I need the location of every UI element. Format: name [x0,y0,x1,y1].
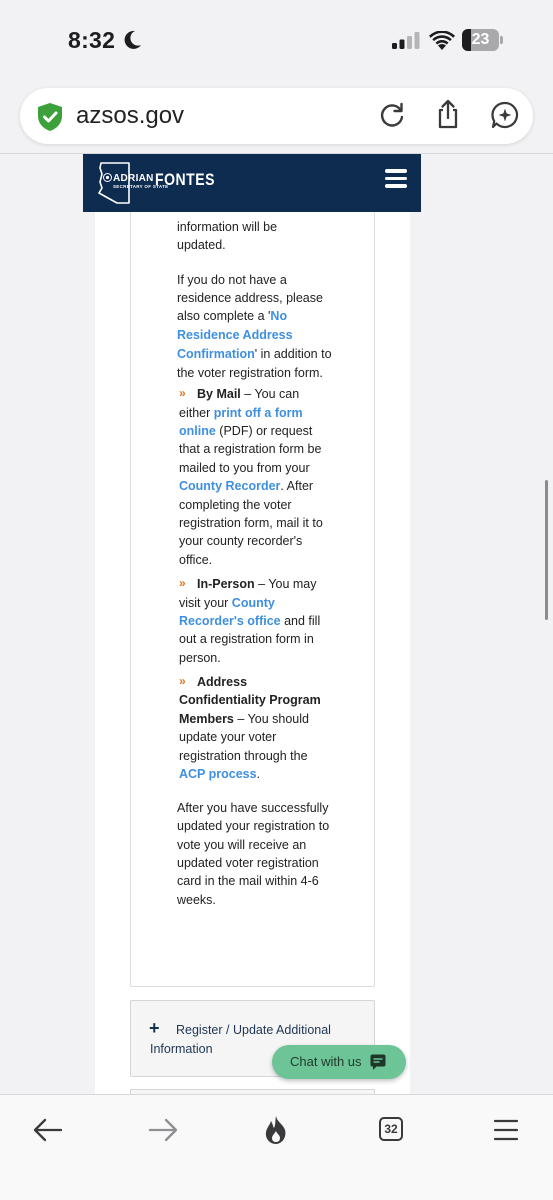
bullet-line [197,575,317,594]
acp-heading: Members [179,712,234,726]
bullet-line: registration form, mail it to [179,516,323,530]
no-residence-link[interactable]: Residence Address [177,328,293,342]
bullet-line [179,594,275,613]
bullet-line: office. [179,553,213,567]
bullet-line [197,385,299,404]
chevron-right-icon: » [179,576,186,590]
chat-with-us-button[interactable] [272,1045,406,1079]
paragraph-line: updated. [177,238,226,252]
cellular-signal-icon [392,32,420,49]
address-bar[interactable] [20,88,533,144]
shield-check-icon [36,102,64,132]
in-person-heading: In-Person [197,577,255,591]
bullet-text: . [256,767,261,781]
paragraph-text: also complete a ' [177,309,271,323]
by-mail-heading: By Mail [197,387,241,401]
county-recorder-link[interactable]: County Recorder [179,479,281,493]
bullet-text: and fill [280,614,321,628]
bullet-text: visit your [179,596,232,610]
fire-icon[interactable] [263,1115,289,1145]
bullet-text: . After [280,479,314,493]
bullet-line [179,612,320,631]
bullet-text: – You should [233,712,309,726]
back-arrow-icon[interactable] [33,1117,63,1143]
county-recorder-office-link[interactable]: Recorder's office [179,614,281,628]
tab-count: 32 [384,1122,398,1136]
no-residence-link[interactable]: No [270,309,288,323]
bullet-line: your county recorder's [179,534,303,548]
scrollbar-thumb[interactable] [545,480,548,620]
tabs-button[interactable] [379,1117,403,1141]
bullet-text: (PDF) or request [215,424,313,438]
paragraph-line: updated your registration to [177,819,330,833]
paragraph-line: card in the mail within 4-6 [177,874,319,888]
logo-subtitle: SECRETARY OF STATE [113,184,169,189]
bullet-line: mailed to you from your [179,461,310,475]
paragraph-line: vote you will receive an [177,838,307,852]
paragraph-line: updated voter registration [177,856,319,870]
accordion-label[interactable]: Register / Update Additional Information [150,1023,331,1056]
status-time: 8:32 [68,27,116,53]
paragraph-line: weeks. [177,893,216,907]
web-page[interactable] [0,154,553,1094]
bullet-line [179,710,309,729]
battery-indicator [462,29,502,51]
bullet-line: registration through the [179,749,308,763]
wifi-icon [429,31,455,50]
plus-icon[interactable]: + [149,1018,160,1038]
print-form-link[interactable]: online [179,424,216,438]
paragraph-text: ' in addition to [254,347,332,361]
bullet-line: out a registration form in [179,632,314,646]
moon-icon [124,30,142,50]
bullet-line [179,422,312,441]
chevron-right-icon: » [179,674,186,688]
bullet-text: – You can [240,387,300,401]
acp-heading: Confidentiality Program [179,693,321,707]
status-bar [0,0,553,80]
bullet-line [179,477,313,496]
paragraph-line: information will be [177,220,278,234]
paragraph-line: residence address, please [177,291,323,305]
chat-bubble-icon [370,1054,386,1070]
forward-arrow-icon[interactable] [148,1117,178,1143]
logo-first-name: ADRIAN [113,173,154,184]
browser-bottom-toolbar [0,1094,553,1200]
bullet-line: that a registration form be [179,442,322,456]
logo-last-name: FONTES [155,171,215,189]
paragraph-line: After you have successfully [177,801,329,815]
bullet-line: completing the voter [179,498,292,512]
hamburger-menu-icon[interactable] [385,169,407,188]
county-recorder-office-link[interactable]: County [231,596,275,610]
paragraph-line: the voter registration form. [177,366,323,380]
chat-label[interactable]: Chat with us [290,1054,362,1069]
acp-process-link[interactable]: ACP process [179,767,257,781]
chevron-right-icon: » [179,386,186,400]
url-text[interactable]: azsos.gov [76,102,185,129]
share-icon[interactable] [434,99,462,129]
browser-menu-icon[interactable] [493,1119,519,1141]
paragraph-line [177,307,287,326]
battery-level: 23 [471,31,490,48]
bullet-line: update your voter [179,730,277,744]
seal-icon [103,173,112,182]
paragraph-line [177,345,332,364]
bullet-text: – You may [254,577,317,591]
bullet-line: person. [179,651,221,665]
acp-heading: Address [197,675,248,689]
bullet-text: either [179,406,214,420]
paragraph-line: If you do not have a [177,273,287,287]
ai-chat-icon[interactable] [490,100,520,130]
print-form-link[interactable]: print off a form [213,406,303,420]
bullet-line [179,404,303,423]
bullet-line [179,765,260,784]
reload-icon[interactable] [378,101,406,129]
site-header [83,154,421,212]
no-residence-link[interactable]: Confirmation [177,347,255,361]
